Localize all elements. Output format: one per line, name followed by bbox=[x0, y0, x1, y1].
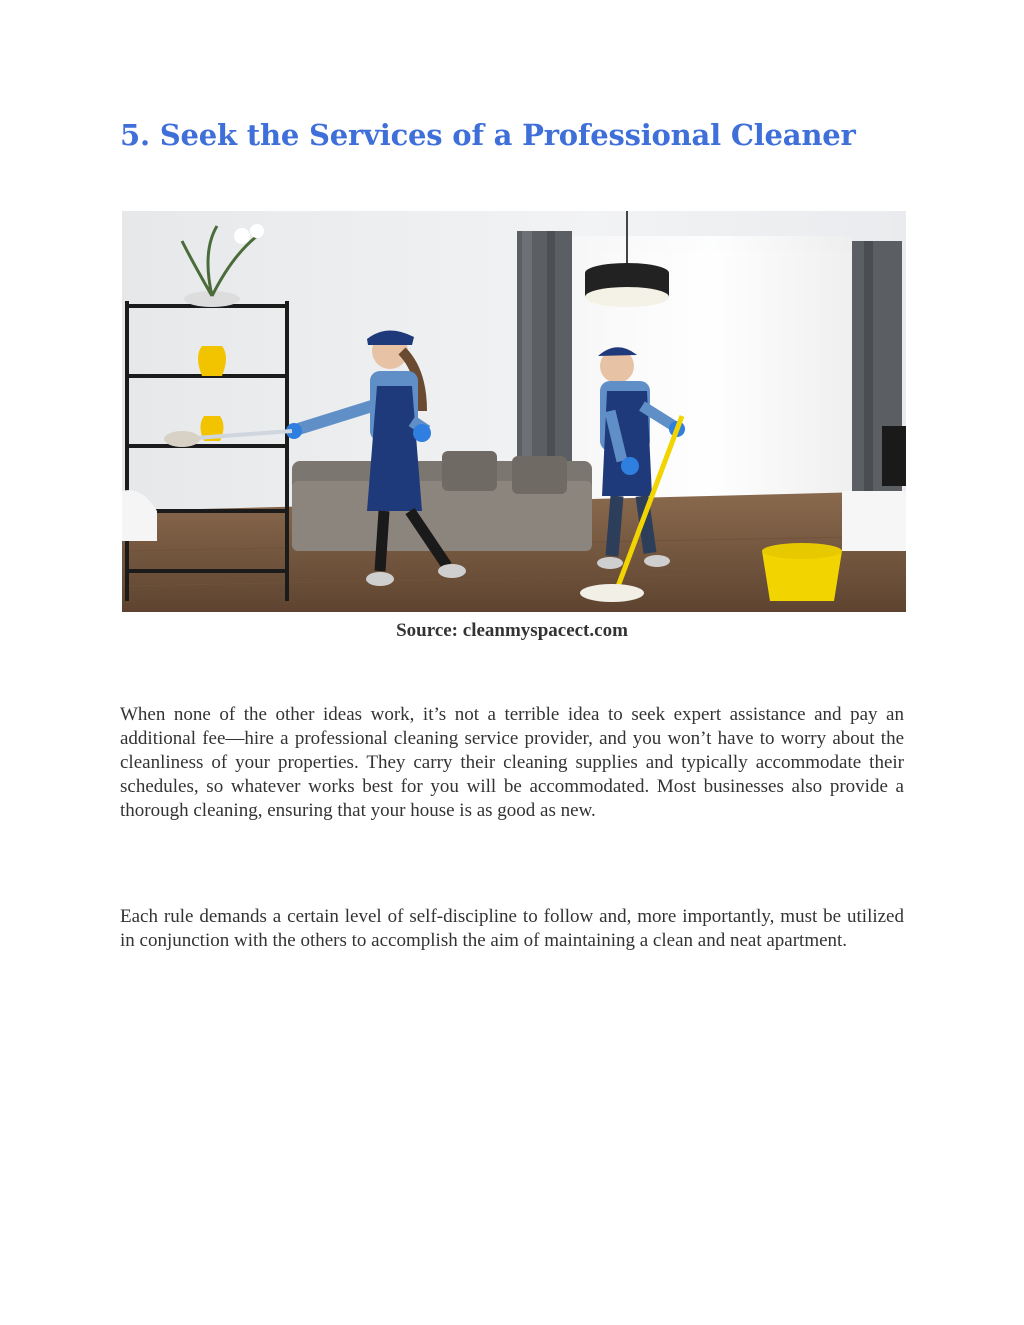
body-paragraph-2: Each rule demands a certain level of self-discipline to follow and, more importantly, must be utilized in conjunction with the others to accomplish the aim of maintaining a clean and neat apartment. bbox=[120, 906, 904, 951]
image-source-caption: Source: cleanmyspacect.com bbox=[396, 620, 628, 641]
body-paragraph-1: When none of the other ideas work, it’s not a terrible idea to seek expert assistance and pay an additional fee—hire a professional cleaning service provider, and you won’t have to worry about the cleanliness of your properties. They carry their cleaning supplies and typically accommodate their schedules, so whatever works best for you will be accommodated. Most businesses also provide a thorough cleaning, ensuring that your house is as good as new. bbox=[120, 704, 904, 821]
page-title: 5. Seek the Services of a Professional Cleaner bbox=[120, 118, 856, 152]
cleaners-photo-icon bbox=[122, 211, 906, 612]
cleaners-photo bbox=[122, 211, 906, 612]
